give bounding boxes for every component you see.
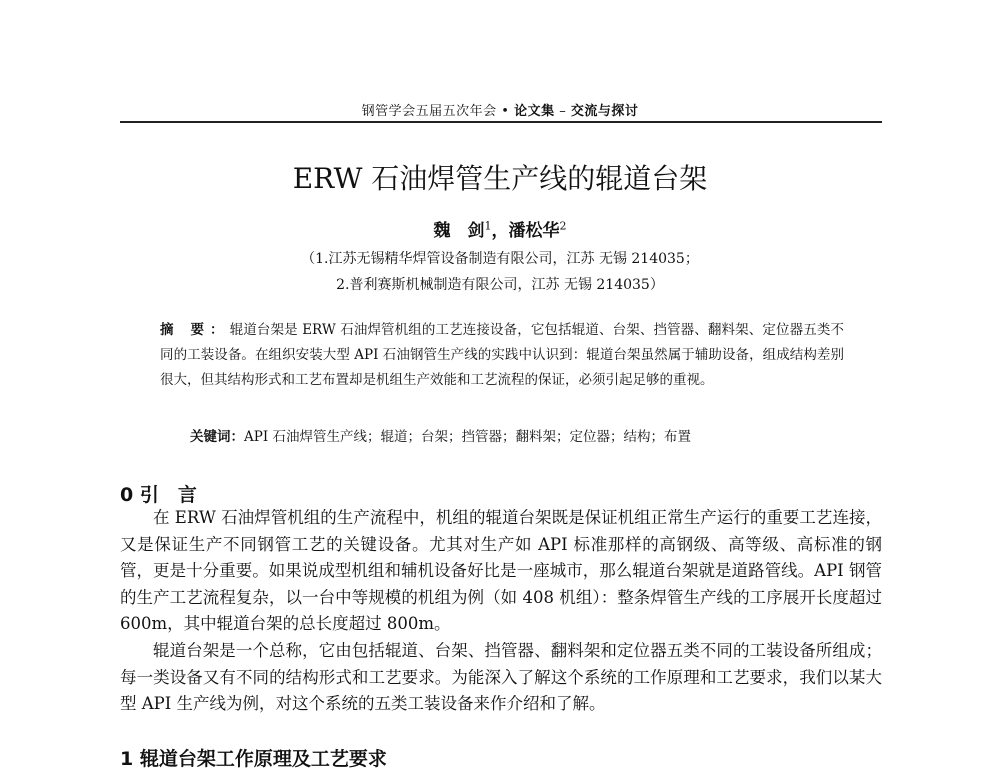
abstract-label: 摘 要： [160, 322, 230, 338]
author-2-affil-mark: 2 [559, 219, 567, 233]
keywords [190, 425, 850, 445]
running-head [0, 100, 1000, 119]
abstract [160, 318, 844, 393]
intro-paragraph-1-text: 在 ERW 石油焊管机组的生产流程中，机组的辊道台架既是保证机组正常生产运行的重要工艺连接，又是保证生产不同钢管工艺的关键设备。尤其对生产如 API 标准那样的高钢级、高等级、高标准的钢管，更是十分重要。如果说成型机组和辅机设备好比是一座城市，那么辊道台架就是道路管线。API 钢管的生产工艺流程复杂，以一台中等规模的机组为例（如 408 机组）：整条焊管生产线的工序展开长度超过 600m，其中辊道台架的总长度超过 800m。 [120, 508, 882, 633]
running-head-collection: 论文集 [514, 104, 555, 119]
intro-paragraph-2-text: 辊道台架是一个总称，它由包括辊道、台架、挡管器、翻料架和定位器五类不同的工装设备所组成；每一类设备又有不同的结构形式和工艺要求。为能深入了解这个系统的工作原理和工艺要求，我们以某大型 API 生产线为例，对这个系统的五类工装设备来作介绍和了解。 [120, 641, 882, 713]
keywords-text: API 石油焊管生产线；辊道；台架；挡管器；翻料架；定位器；结构；布置 [244, 429, 691, 445]
intro-paragraph-1 [120, 505, 882, 638]
running-head-separator: • [501, 104, 510, 119]
running-head-topic: 交流与探讨 [570, 104, 639, 119]
section-heading-1: 1 辊道台架工作原理及工艺要求 [120, 748, 387, 770]
author-separator: ， [491, 221, 509, 241]
section-heading-intro: 0 引 言 [120, 484, 197, 506]
paper-title: ERW 石油焊管生产线的辊道台架 [292, 162, 708, 195]
author-2: 潘松华 [508, 221, 560, 241]
intro-paragraph-2 [120, 638, 882, 718]
author-1-affil-mark: 1 [484, 219, 492, 233]
running-head-prefix: 钢管学会五届五次年会 [361, 104, 497, 119]
author-1: 魏 剑 [433, 221, 485, 241]
affiliation-2: 2.普利赛斯机械制造有限公司，江苏 无锡 214035） [336, 277, 664, 293]
abstract-text: 辊道台架是 ERW 石油焊管机组的工艺连接设备，它包括辊道、台架、挡管器、翻料架、定位器五类不同的工装设备。在组织安装大型 API 石油钢管生产线的实践中认识到：辊道台架虽然属于辅助设备，组成结构差别很大，但其结构形式和工艺布置却是机组生产效能和工艺流程的保证，必须引起足够的重视。 [160, 322, 844, 388]
keywords-label: 关键词： [190, 429, 244, 445]
affiliation-1: （1.江苏无锡精华焊管设备制造有限公司，江苏 无锡 214035； [301, 251, 699, 267]
running-head-dash: – [559, 104, 567, 119]
author-line [0, 216, 1000, 241]
header-rule [120, 121, 882, 123]
